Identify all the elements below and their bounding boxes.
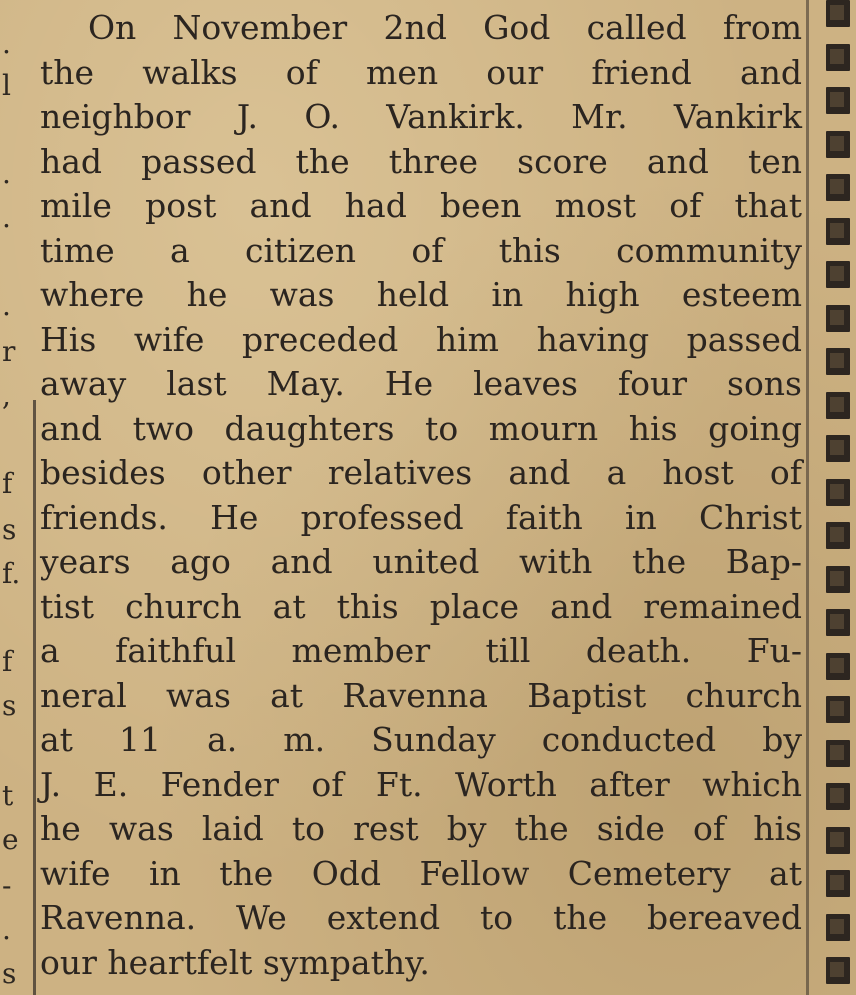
right-column-block — [826, 653, 850, 680]
article-line: Ravenna. We extend to the bereaved — [40, 898, 802, 937]
left-fragment: f — [2, 467, 13, 500]
right-column-block — [826, 392, 850, 419]
article-line: besides other relatives and a host of — [40, 453, 802, 492]
article-line: tist church at this place and remained — [40, 586, 802, 626]
right-column-block — [826, 0, 850, 27]
left-fragment: . — [2, 289, 11, 322]
right-column-block — [826, 566, 850, 593]
article-line: friends. He professed faith in Christ — [40, 497, 802, 537]
right-column-block — [826, 44, 850, 71]
left-fragment: s — [2, 957, 17, 990]
left-fragment: t — [2, 779, 14, 812]
article-line: at 11 a. m. Sunday conducted by — [40, 720, 802, 759]
left-fragment: s — [2, 513, 17, 546]
article-line: On November 2nd God called from — [88, 8, 802, 47]
right-column-block — [826, 479, 850, 506]
right-column-block — [826, 740, 850, 767]
right-column-block — [826, 914, 850, 941]
article-line: and two daughters to mourn his going — [40, 408, 802, 448]
article-line: our heartfelt sympathy. — [40, 942, 430, 982]
right-column-block — [826, 783, 850, 810]
column-rule-right — [806, 0, 809, 995]
left-fragment: s — [2, 689, 17, 722]
obituary-article — [40, 6, 802, 985]
left-fragment: e — [2, 823, 19, 856]
article-line: mile post and had been most of that — [40, 186, 802, 225]
right-column-block — [826, 957, 850, 984]
left-fragment: f — [2, 645, 13, 678]
left-fragment: . — [2, 27, 11, 60]
right-column-blocks — [826, 0, 856, 995]
right-column-block — [826, 827, 850, 854]
left-fragment: . — [2, 157, 11, 190]
left-fragment: . — [2, 913, 11, 946]
left-column-fragments — [0, 0, 30, 995]
right-column-block — [826, 87, 850, 114]
left-fragment: - — [2, 869, 12, 902]
left-fragment: . — [2, 201, 11, 234]
article-line: where he was held in high esteem — [40, 275, 802, 314]
article-line: away last May. He leaves four sons — [40, 364, 802, 403]
right-column-block — [826, 131, 850, 158]
right-column-block — [826, 174, 850, 201]
article-line: neral was at Ravenna Baptist church — [40, 675, 802, 715]
article-line: a faithful member till death. Fu- — [40, 631, 802, 670]
article-line: wife in the Odd Fellow Cemetery at — [40, 853, 802, 893]
article-line: years ago and united with the Bap- — [40, 542, 802, 581]
right-column-block — [826, 522, 850, 549]
right-column-block — [826, 696, 850, 723]
article-line: neighbor J. O. Vankirk. Mr. Vankirk — [40, 97, 802, 136]
article-line: His wife preceded him having passed — [40, 319, 802, 359]
article-line: he was laid to rest by the side of his — [40, 809, 802, 848]
right-column-block — [826, 435, 850, 462]
left-fragment: l — [2, 69, 11, 102]
right-column-block — [826, 218, 850, 245]
article-line: had passed the three score and ten — [40, 141, 802, 181]
right-column-block — [826, 609, 850, 636]
right-column-block — [826, 305, 850, 332]
left-fragment: r — [2, 335, 16, 368]
article-line: time a citizen of this community — [40, 230, 802, 270]
article-line: the walks of men our friend and — [40, 52, 802, 92]
right-column-block — [826, 261, 850, 288]
left-fragment: , — [2, 379, 11, 412]
column-rule-left — [33, 400, 36, 995]
right-column-block — [826, 348, 850, 375]
article-line: J. E. Fender of Ft. Worth after which — [40, 764, 802, 804]
left-fragment: f. — [2, 557, 21, 590]
right-column-block — [826, 870, 850, 897]
